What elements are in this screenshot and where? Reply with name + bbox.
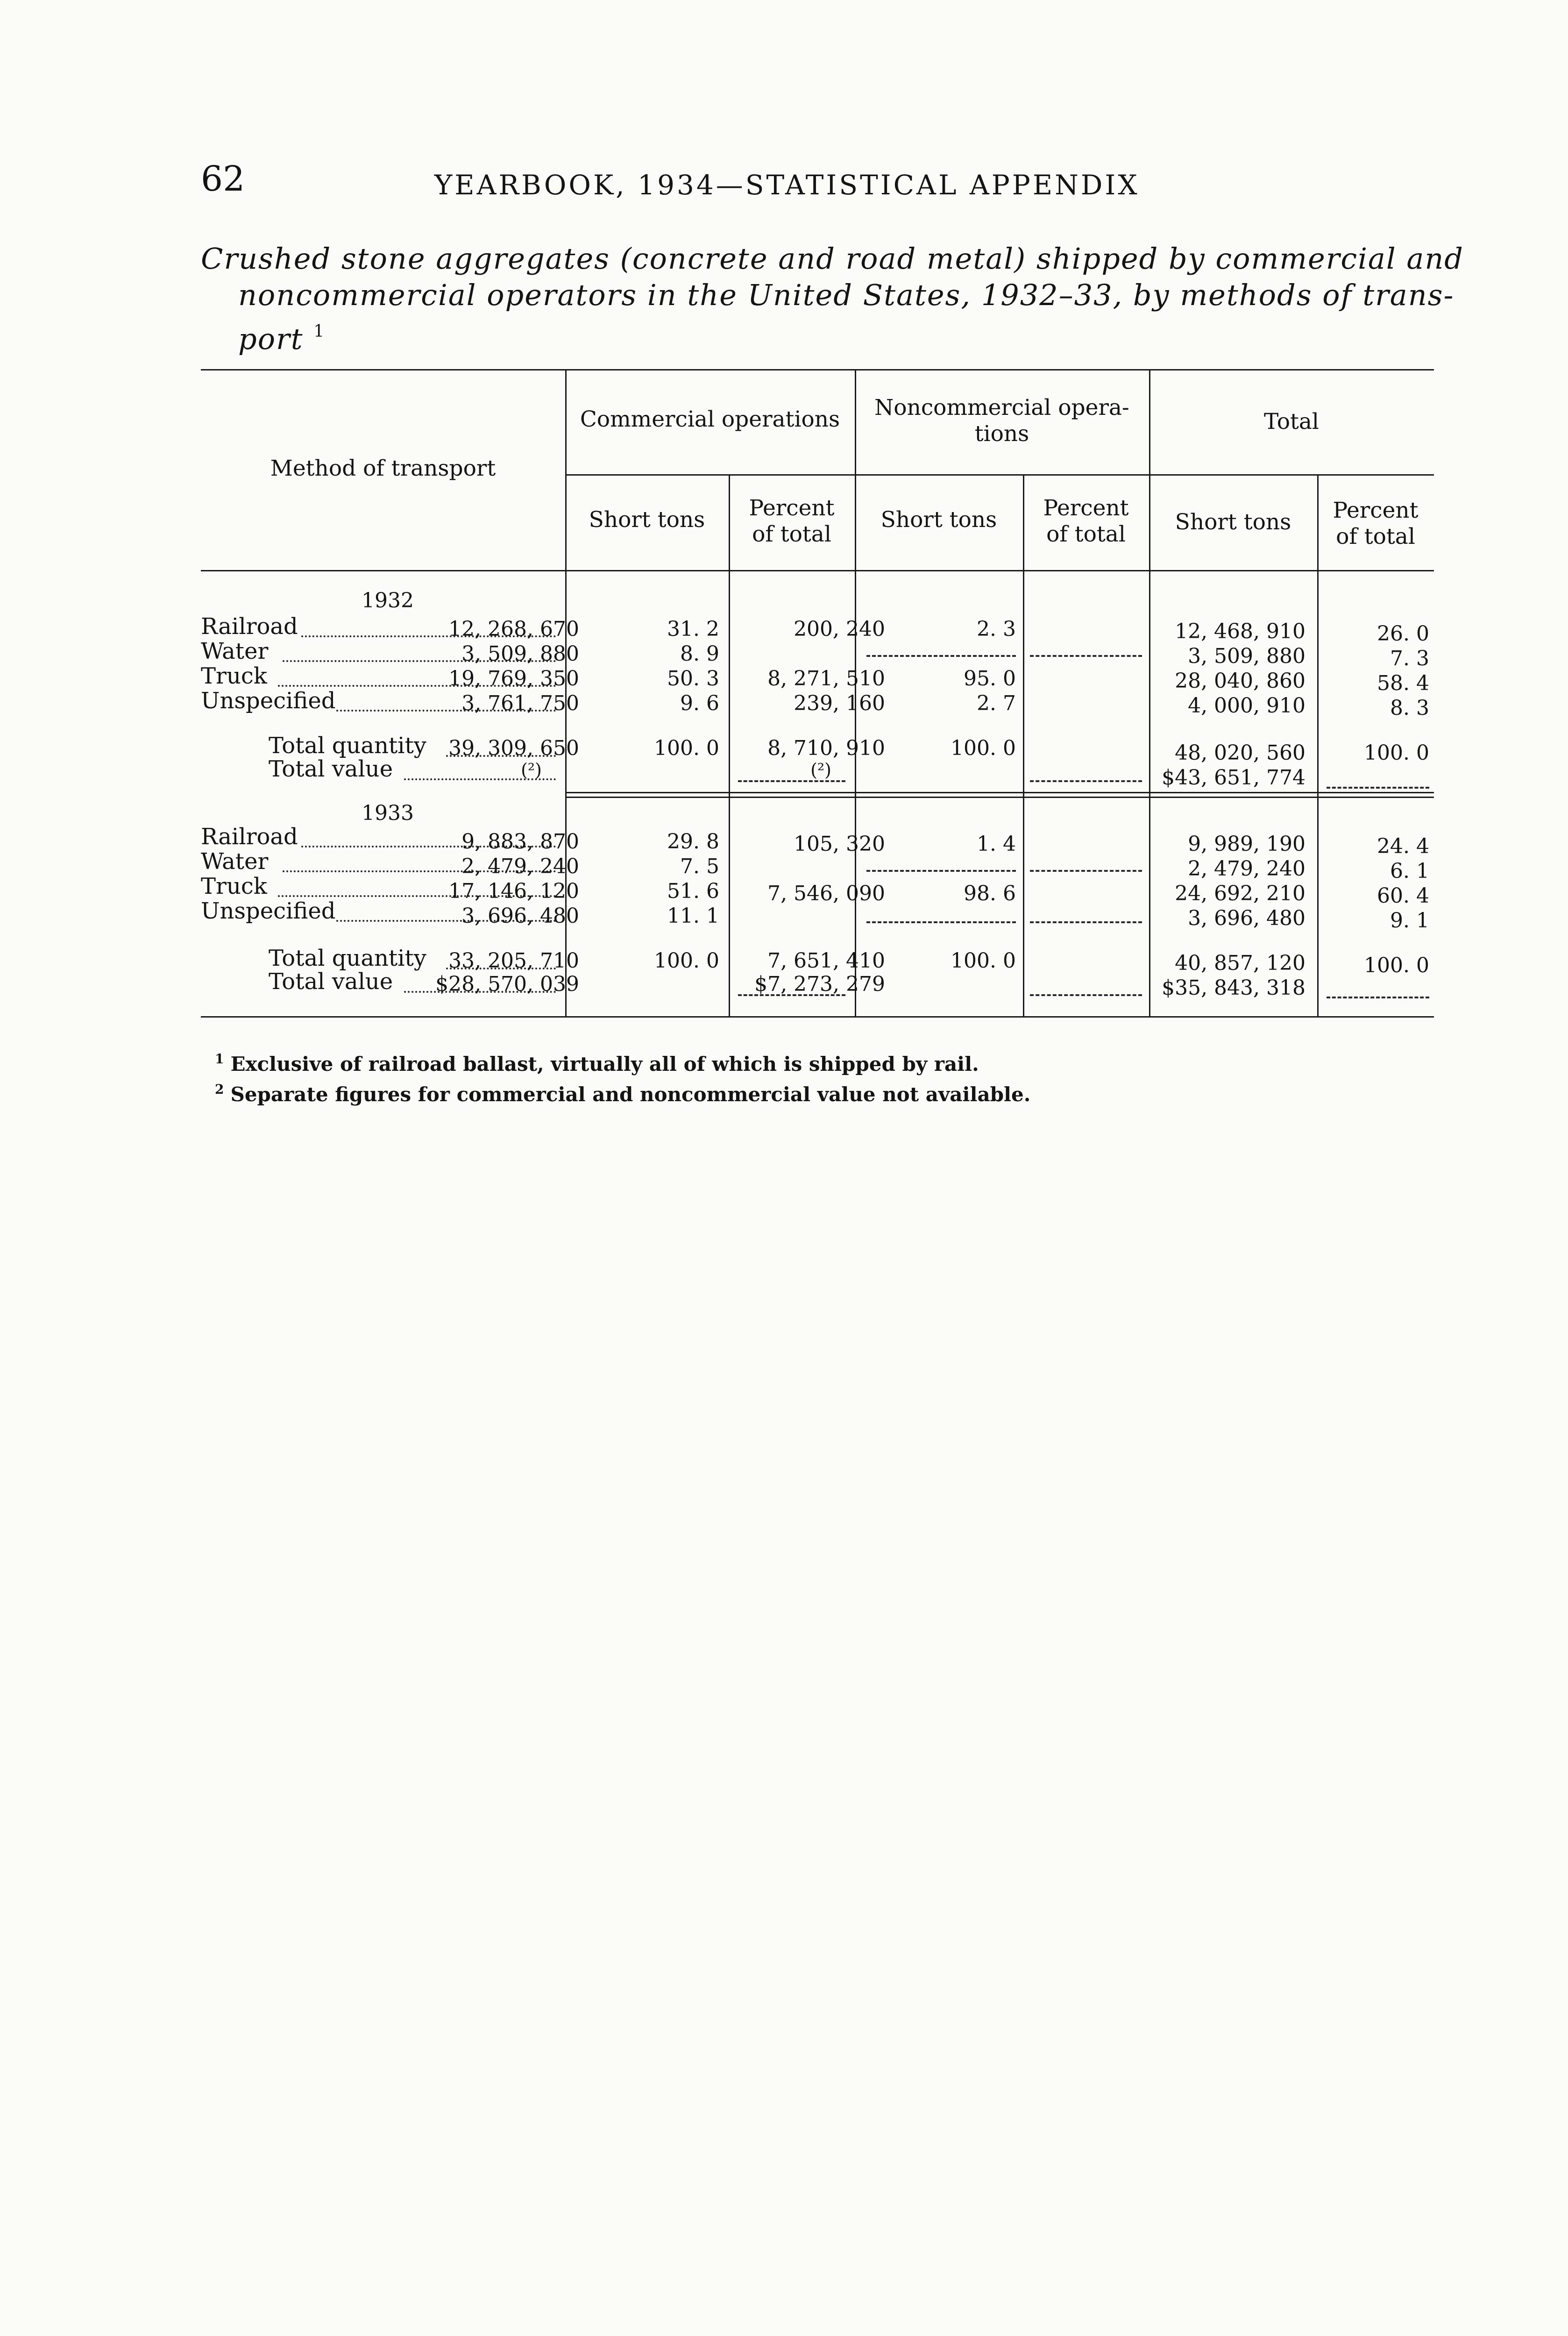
empty-cell-dashes bbox=[866, 921, 1016, 923]
total-total-quantity: 48, 020, 560 bbox=[1175, 741, 1305, 765]
commercial-percent: 31. 2 bbox=[667, 617, 719, 641]
noncommercial-percent: 1. 4 bbox=[977, 832, 1016, 856]
total-total-value: $43, 651, 774 bbox=[1162, 766, 1305, 790]
noncommercial-percent: 2. 3 bbox=[977, 617, 1016, 641]
row-label: Railroad bbox=[201, 824, 298, 850]
header-percent bbox=[1317, 498, 1434, 550]
total-percent: 9. 1 bbox=[1390, 909, 1429, 933]
table-top-rule bbox=[201, 369, 1434, 370]
total-total-quantity: 40, 857, 120 bbox=[1175, 951, 1305, 975]
header-percent-line-2: of total bbox=[1046, 521, 1126, 547]
commercial-short-tons: 3, 696, 480 bbox=[461, 904, 579, 928]
footnote-2 bbox=[215, 1077, 1030, 1107]
header-method: Method of transport bbox=[270, 456, 496, 481]
noncommercial-total-quantity: 7, 651, 410 bbox=[767, 949, 885, 973]
commercial-percent: 51. 6 bbox=[667, 879, 719, 903]
empty-cell-dashes bbox=[1030, 921, 1142, 923]
total-value-label: Total value bbox=[269, 756, 393, 782]
commercial-short-tons: 3, 761, 750 bbox=[461, 691, 579, 715]
commercial-short-tons: 12, 268, 670 bbox=[448, 617, 579, 641]
noncommercial-short-tons: 8, 271, 510 bbox=[767, 667, 885, 691]
total-percent: 6. 1 bbox=[1390, 859, 1429, 883]
noncommercial-short-tons: 239, 160 bbox=[794, 691, 885, 715]
commercial-short-tons: 9, 883, 870 bbox=[461, 830, 579, 854]
total-short-tons: 9, 989, 190 bbox=[1188, 832, 1305, 856]
total-short-tons: 3, 696, 480 bbox=[1188, 906, 1305, 930]
year-heading-1932: 1932 bbox=[362, 589, 414, 612]
page-header bbox=[201, 159, 1443, 206]
col-divider-5 bbox=[1149, 369, 1150, 1016]
header-percent-line-1: Percent bbox=[1043, 495, 1129, 521]
footnotes bbox=[215, 1047, 1030, 1107]
header-bottom-rule bbox=[201, 570, 1434, 571]
header-short-tons: Short tons bbox=[1175, 509, 1291, 535]
header-percent-line-2: of total bbox=[1336, 524, 1415, 549]
col-divider-6 bbox=[1317, 474, 1319, 1016]
noncommercial-short-tons: 200, 240 bbox=[794, 617, 885, 641]
commercial-percent: 7. 5 bbox=[680, 855, 719, 878]
total-short-tons: 4, 000, 910 bbox=[1188, 694, 1305, 718]
transport-table bbox=[201, 369, 1434, 1033]
commercial-total-percent: 100. 0 bbox=[654, 949, 719, 973]
noncommercial-percent: 2. 7 bbox=[977, 691, 1016, 715]
noncommercial-short-tons: 7, 546, 090 bbox=[767, 882, 885, 905]
commercial-total-quantity: 39, 309, 650 bbox=[448, 736, 579, 760]
header-short-tons: Short tons bbox=[589, 507, 705, 533]
noncommercial-percent: 98. 6 bbox=[964, 882, 1016, 905]
row-label: Truck bbox=[201, 663, 267, 689]
noncommercial-total-percent: 100. 0 bbox=[951, 949, 1016, 973]
caption-footnote-mark: 1 bbox=[313, 322, 326, 341]
footnote-mark: 1 bbox=[215, 1051, 224, 1067]
caption-line-1: Crushed stone aggregates (concrete and road metal) shipped by commercial and bbox=[201, 242, 1464, 276]
row-label: Railroad bbox=[201, 613, 298, 640]
page-number: 62 bbox=[201, 159, 245, 199]
total-value-label: Total value bbox=[269, 969, 393, 995]
header-percent bbox=[1023, 495, 1149, 548]
empty-cell-dashes bbox=[1327, 787, 1429, 789]
empty-cell-dashes bbox=[866, 870, 1016, 872]
commercial-percent: 11. 1 bbox=[667, 904, 719, 928]
total-short-tons: 3, 509, 880 bbox=[1188, 644, 1305, 668]
empty-cell-dashes bbox=[1030, 870, 1142, 872]
commercial-short-tons: 19, 769, 350 bbox=[448, 667, 579, 691]
year-heading-1933: 1933 bbox=[362, 801, 414, 825]
commercial-total-percent: 100. 0 bbox=[654, 736, 719, 760]
empty-cell-dashes bbox=[1030, 655, 1142, 657]
row-label: Truck bbox=[201, 873, 267, 899]
commercial-percent: 29. 8 bbox=[667, 830, 719, 854]
total-total-value: $35, 843, 318 bbox=[1162, 976, 1305, 1000]
footnote-mark: 2 bbox=[215, 1082, 224, 1097]
commercial-percent: 8. 9 bbox=[680, 642, 719, 666]
header-commercial: Commercial operations bbox=[580, 406, 840, 432]
footnote-text: Separate figures for commercial and noncommercial value not available. bbox=[230, 1083, 1031, 1106]
year-separator-rule bbox=[565, 797, 1434, 798]
row-label: Water bbox=[201, 848, 269, 875]
total-percent: 60. 4 bbox=[1377, 884, 1429, 908]
total-total-percent: 100. 0 bbox=[1364, 741, 1429, 765]
footnote-text: Exclusive of railroad ballast, virtually all of which is shipped by rail. bbox=[230, 1053, 979, 1075]
empty-cell-dashes bbox=[1030, 780, 1142, 782]
total-percent: 24. 4 bbox=[1377, 834, 1429, 858]
header-short-tons: Short tons bbox=[880, 507, 997, 533]
row-label: Unspecified bbox=[201, 688, 336, 714]
total-quantity-label: Total quantity bbox=[269, 945, 426, 971]
year-separator-rule bbox=[565, 792, 1434, 793]
commercial-total-value: (²) bbox=[521, 760, 542, 780]
commercial-total-value: $28, 570, 039 bbox=[435, 972, 579, 996]
caption-line-3-text: port bbox=[238, 322, 304, 356]
total-quantity-label: Total quantity bbox=[269, 733, 426, 759]
header-percent-line-2: of total bbox=[752, 521, 831, 547]
footnote-1 bbox=[215, 1047, 1030, 1077]
total-short-tons: 12, 468, 910 bbox=[1175, 620, 1305, 643]
col-divider-2 bbox=[729, 474, 730, 1016]
total-short-tons: 24, 692, 210 bbox=[1175, 882, 1305, 905]
header-percent-line-1: Percent bbox=[749, 495, 835, 521]
row-label: Water bbox=[201, 638, 269, 664]
header-noncommercial-line-2: tions bbox=[974, 421, 1029, 447]
total-percent: 8. 3 bbox=[1390, 696, 1429, 720]
total-percent: 7. 3 bbox=[1390, 647, 1429, 670]
total-percent: 26. 0 bbox=[1377, 622, 1429, 646]
empty-cell-dashes bbox=[1030, 994, 1142, 996]
commercial-total-quantity: 33, 205, 710 bbox=[448, 949, 579, 973]
noncommercial-total-value: (²) bbox=[810, 760, 831, 780]
empty-cell-dashes bbox=[866, 655, 1016, 657]
header-percent-line-1: Percent bbox=[1333, 498, 1419, 523]
header-noncommercial-line-1: Noncommercial opera- bbox=[874, 395, 1129, 420]
header-mid-rule bbox=[565, 474, 1434, 476]
col-divider-4 bbox=[1023, 474, 1024, 1016]
commercial-percent: 9. 6 bbox=[680, 691, 719, 715]
total-short-tons: 2, 479, 240 bbox=[1188, 857, 1305, 881]
header-total: Total bbox=[1264, 409, 1319, 434]
noncommercial-total-percent: 100. 0 bbox=[951, 736, 1016, 760]
caption-line-3 bbox=[201, 313, 1434, 357]
commercial-short-tons: 17, 146, 120 bbox=[448, 879, 579, 903]
total-total-percent: 100. 0 bbox=[1364, 954, 1429, 977]
noncommercial-percent: 95. 0 bbox=[964, 667, 1016, 691]
commercial-short-tons: 3, 509, 880 bbox=[461, 642, 579, 666]
total-short-tons: 28, 040, 860 bbox=[1175, 669, 1305, 693]
running-title: YEARBOOK, 1934—STATISTICAL APPENDIX bbox=[434, 169, 1140, 201]
commercial-percent: 50. 3 bbox=[667, 667, 719, 691]
header-percent bbox=[729, 495, 855, 548]
noncommercial-total-value: $7, 273, 279 bbox=[754, 972, 885, 996]
table-caption bbox=[201, 241, 1464, 357]
total-percent: 58. 4 bbox=[1377, 671, 1429, 695]
empty-cell-dashes bbox=[1327, 997, 1429, 998]
commercial-short-tons: 2, 479, 240 bbox=[461, 855, 579, 878]
noncommercial-short-tons: 105, 320 bbox=[794, 832, 885, 856]
noncommercial-total-quantity: 8, 710, 910 bbox=[767, 736, 885, 760]
header-noncommercial bbox=[855, 395, 1149, 447]
row-label: Unspecified bbox=[201, 898, 336, 924]
table-bottom-rule bbox=[201, 1016, 1434, 1018]
caption-line-2: noncommercial operators in the United States, 1932–33, by methods of trans- bbox=[238, 278, 1454, 312]
